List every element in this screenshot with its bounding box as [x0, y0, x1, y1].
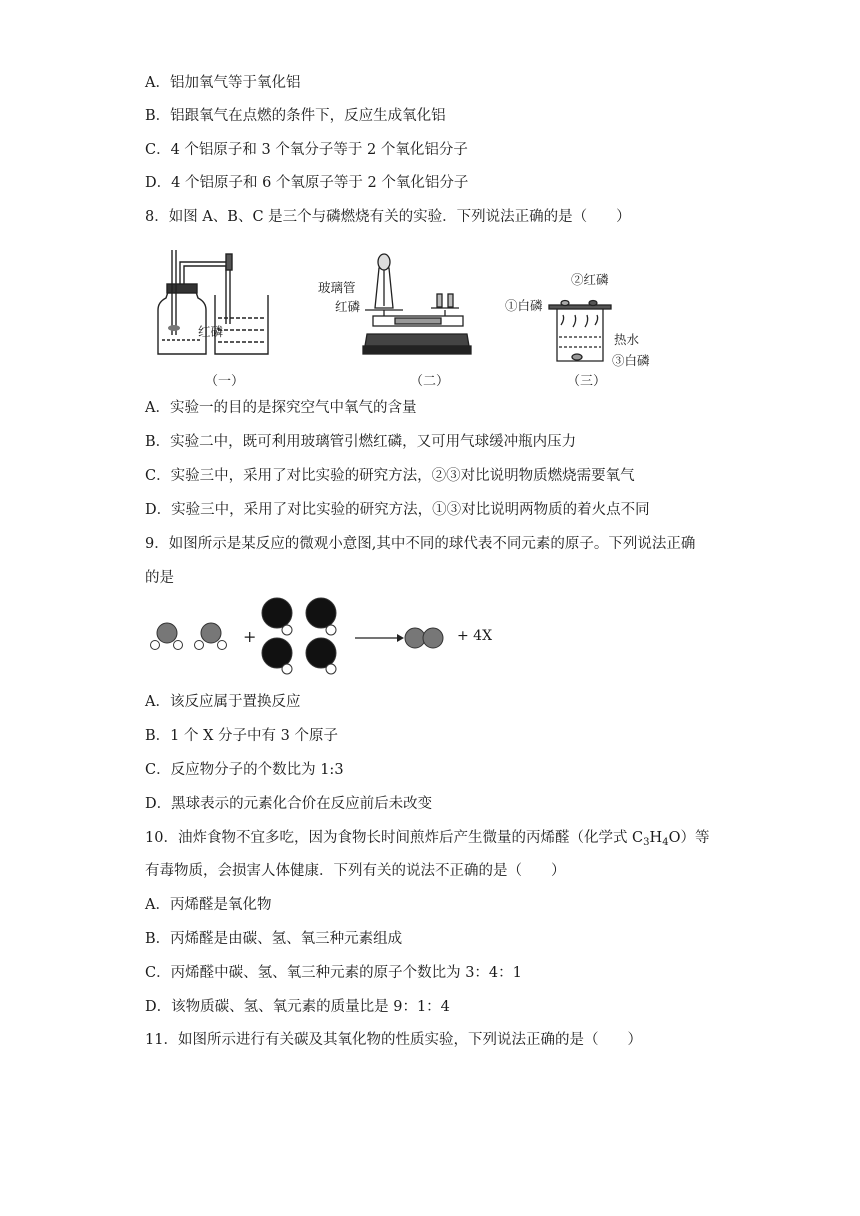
q10-formula-sub-3: 3: [643, 837, 650, 848]
fig1-label-red-phosphorus: 红磷: [198, 324, 224, 339]
q8-figure-3: [545, 285, 615, 365]
q11-stem: 11．如图所示进行有关碳及其氧化物的性质实验，下列说法正确的是（ ）: [145, 1032, 642, 1048]
fig2-label-glass-tube: 玻璃管: [318, 280, 356, 295]
fig3-label-white-phosphorus-1: ①白磷: [505, 298, 543, 313]
q8-option-c: C．实验三中，采用了对比实验的研究方法，②③对比说明物质燃烧需要氧气: [145, 468, 635, 484]
fig2-label-red-phosphorus: 红磷: [335, 299, 361, 314]
q9-reaction-diagram: [145, 595, 475, 675]
q10-stem-line-1: [145, 828, 709, 853]
q10-option-b: B．丙烯醛是由碳、氢、氧三种元素组成: [145, 931, 403, 947]
q10-option-a: A．丙烯醛是氧化物: [145, 897, 272, 913]
q8-figure-2: [355, 248, 480, 363]
fig3-label-red-phosphorus: ②红磷: [571, 272, 609, 287]
q8-option-a: A．实验一的目的是探究空气中氧气的含量: [145, 400, 417, 416]
q9-option-b: B．1 个 X 分子中有 3 个原子: [145, 728, 338, 744]
q9-stem-line-1: 9．如图所示是某反应的微观小意图,其中不同的球代表不同元素的原子。下列说法正确: [145, 536, 696, 552]
q9-product-4x: + 4X: [457, 628, 493, 644]
q10-stem-pre: 10．油炸食物不宜多吃，因为食物长时间煎炸后产生微量的丙烯醛（化学式 C: [145, 830, 644, 846]
fig1-caption: （一）: [205, 374, 245, 389]
fig3-label-hot-water: 热水: [614, 332, 640, 347]
q7-option-d: D．4 个铝原子和 6 个氧原子等于 2 个氧化铝分子: [145, 175, 469, 191]
q7-option-c: C．4 个铝原子和 3 个氧分子等于 2 个氧化铝分子: [145, 142, 468, 158]
fig3-label-white-phosphorus-3: ③白磷: [612, 353, 650, 368]
q9-option-c: C．反应物分子的个数比为 1:3: [145, 762, 344, 778]
q9-plus-sign: +: [243, 627, 257, 646]
q8-stem: 8．如图 A、B、C 是三个与磷燃烧有关的实验．下列说法正确的是（ ）: [145, 209, 631, 225]
fig2-caption: （二）: [410, 374, 450, 389]
q7-option-b: B．铝跟氧气在点燃的条件下，反应生成氧化铝: [145, 108, 446, 124]
q10-formula-sub-4: 4: [662, 837, 669, 848]
q9-stem-line-2: 的是: [145, 570, 174, 586]
q9-option-d: D．黑球表示的元素化合价在反应前后未改变: [145, 796, 433, 812]
q10-formula-h: H: [649, 830, 663, 846]
q7-option-a: A．铝加氧气等于氧化铝: [145, 75, 301, 91]
q8-figure-1: [140, 240, 280, 365]
q8-option-d: D．实验三中，采用了对比实验的研究方法，①③对比说明两物质的着火点不同: [145, 502, 650, 518]
q10-option-d: D．该物质碳、氢、氧元素的质量比是 9：1：4: [145, 999, 450, 1015]
q10-stem-line-2: 有毒物质，会损害人体健康．下列有关的说法不正确的是（ ）: [145, 863, 566, 879]
fig3-caption: （三）: [567, 374, 607, 389]
q8-option-b: B．实验二中，既可利用玻璃管引燃红磷，又可用气球缓冲瓶内压力: [145, 434, 577, 450]
q10-stem-post: O）等: [668, 830, 710, 846]
q10-option-c: C．丙烯醛中碳、氢、氧三种元素的原子个数比为 3：4：1: [145, 965, 522, 981]
q9-option-a: A．该反应属于置换反应: [145, 694, 301, 710]
